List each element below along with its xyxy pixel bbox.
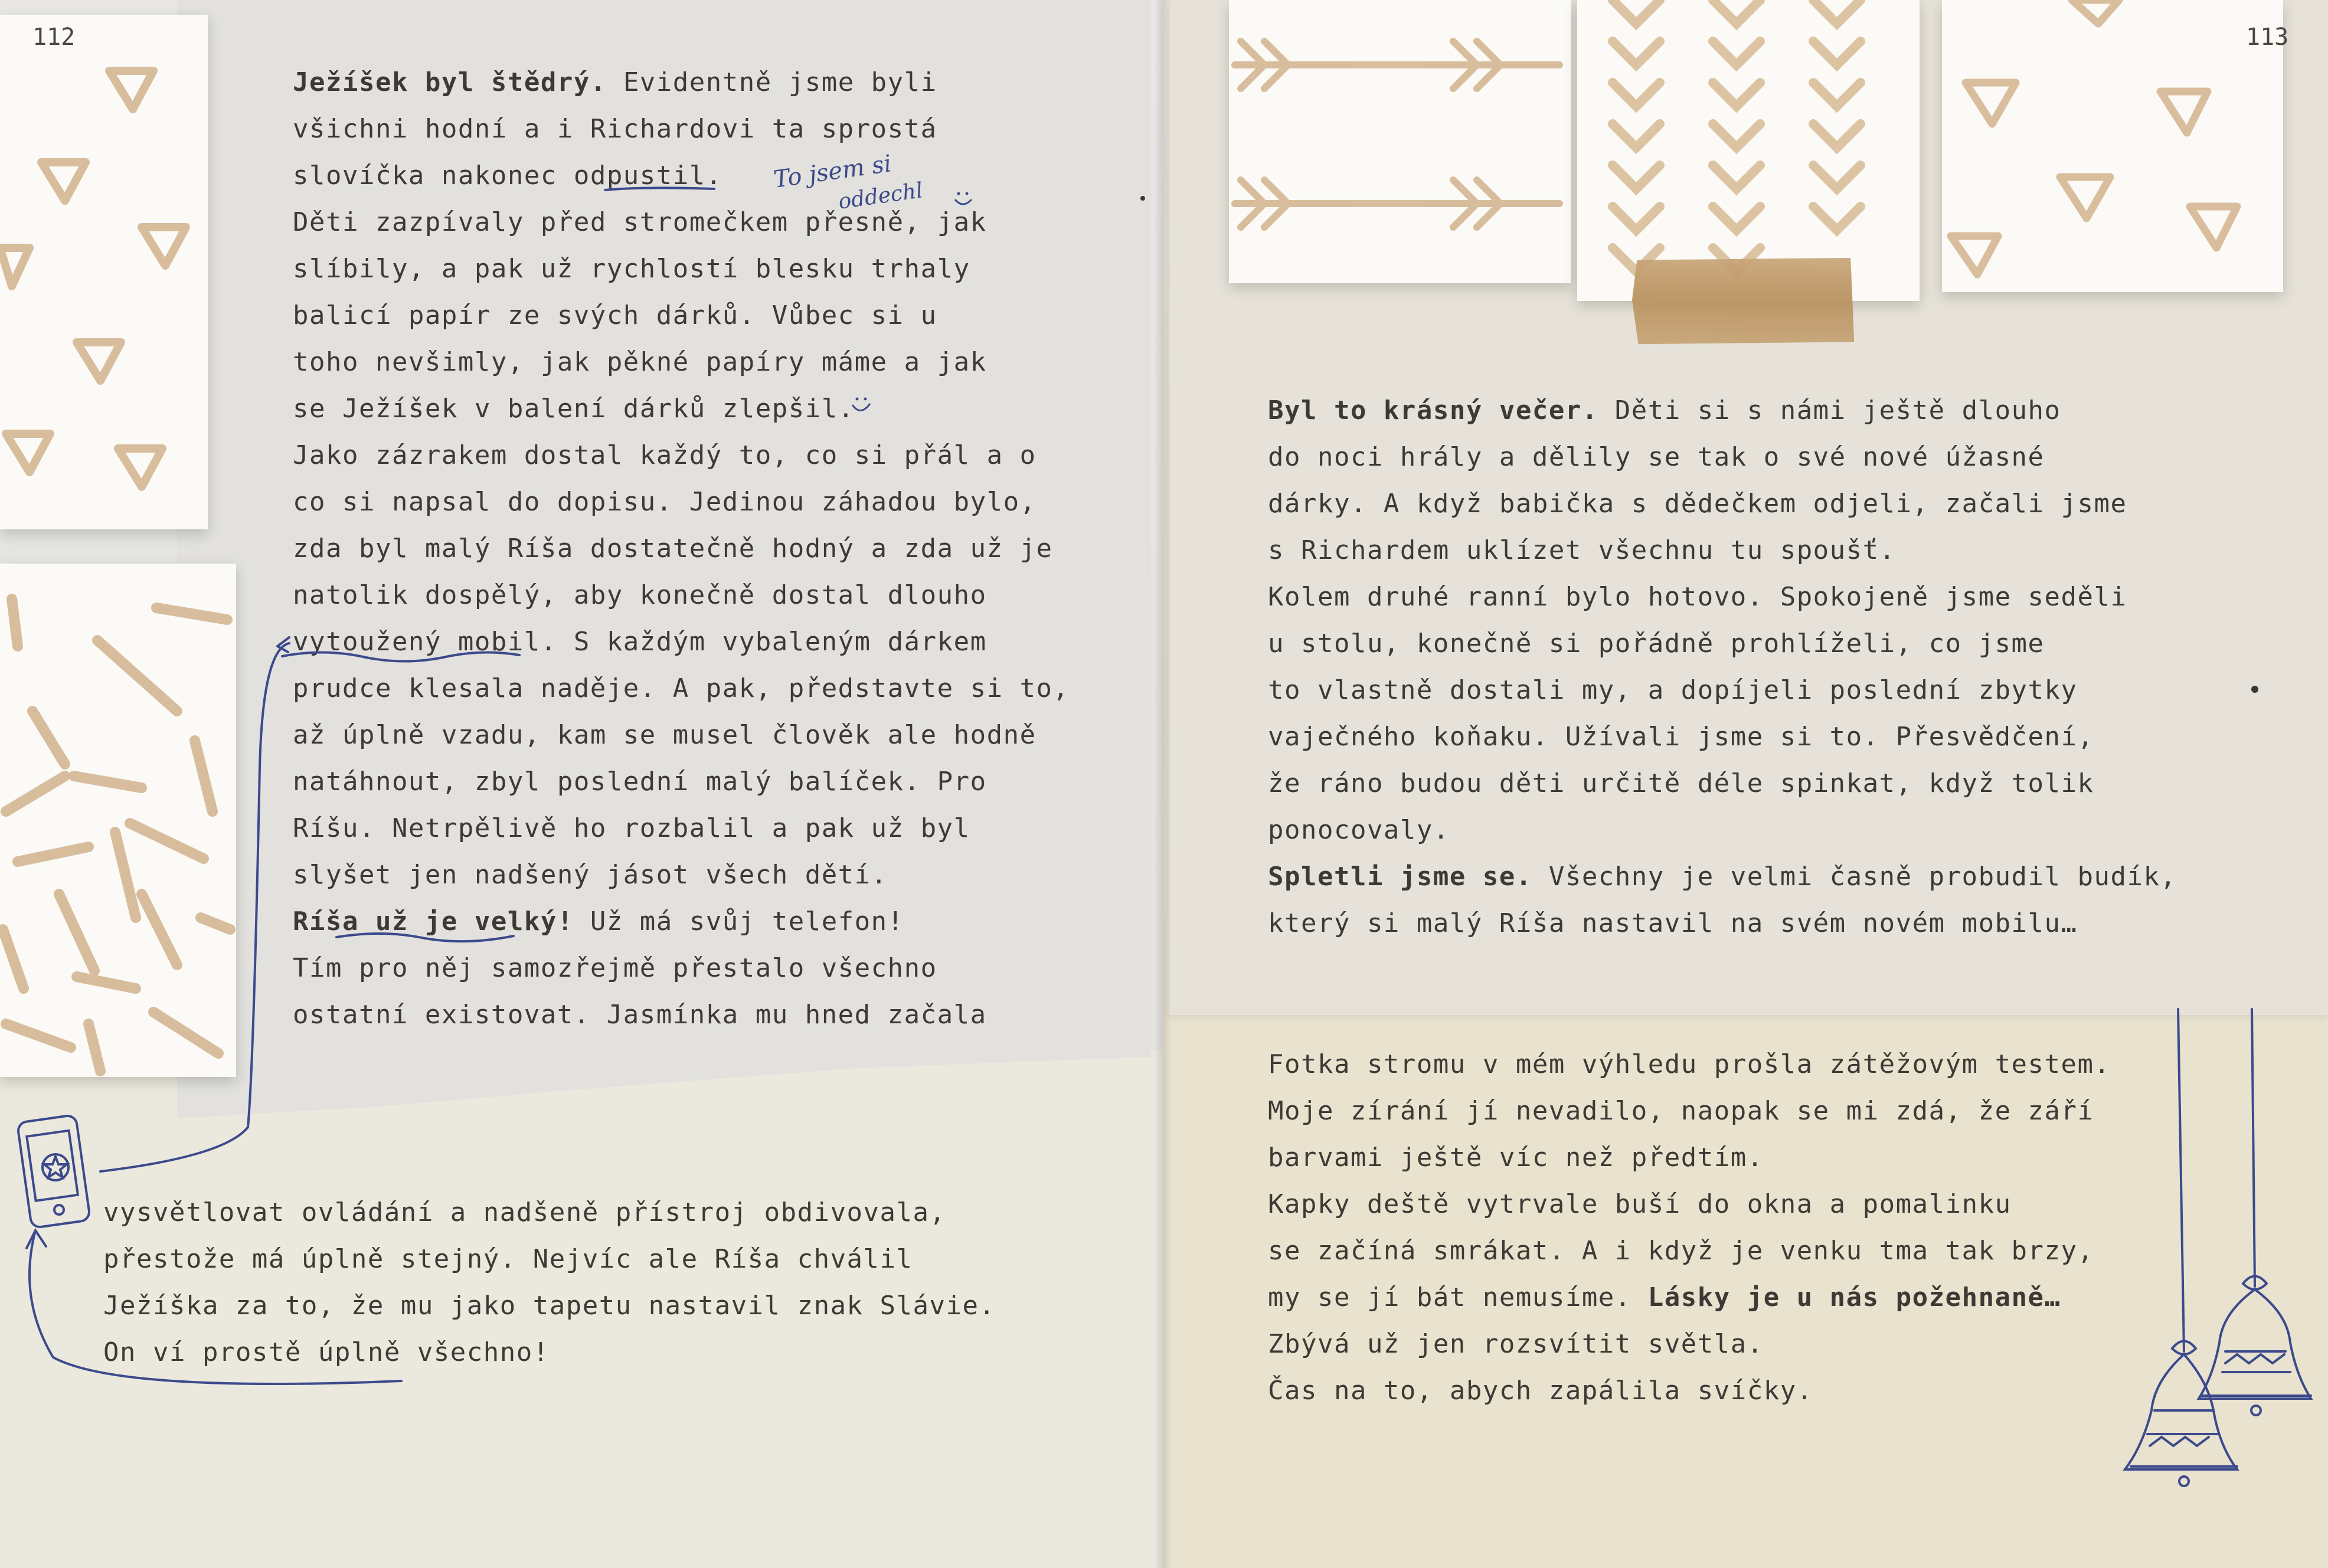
text-run: ponocovaly. xyxy=(1268,815,1450,845)
text-run: vytoužený mobil. S každým vybaleným dárkem xyxy=(293,627,987,657)
text-run: Děti si s námi ještě dlouho xyxy=(1598,395,2061,425)
text-run: Zbývá už jen rozsvítit světla. xyxy=(1268,1329,1764,1359)
text-run: Děti zazpívaly před stromečkem přesně, jak xyxy=(293,207,987,237)
text-run: Ríšu. Netrpělivě ho rozbalil a pak už byl xyxy=(293,813,970,843)
text-run: On ví prostě úplně všechno! xyxy=(103,1337,550,1367)
phone-doodle-icon xyxy=(21,1115,92,1233)
bold-text-run: Lásky je u nás požehnaně… xyxy=(1647,1282,2061,1312)
paper-speck xyxy=(1139,195,1146,202)
bold-text-run: Ríša už je velký! xyxy=(293,906,574,937)
text-run: který si malý Ríša nastavil na svém novém mobilu… xyxy=(1268,908,2078,938)
bold-text-run: Byl to krásný večer. xyxy=(1268,395,1598,425)
christmas-bells-icon xyxy=(2119,997,2320,1517)
text-run: natolik dospělý, aby konečně dostal dlouho xyxy=(293,580,987,610)
text-run: že ráno budou děti určitě déle spinkat, když tolik xyxy=(1268,768,2094,798)
text-run: Kolem druhé ranní bylo hotovo. Spokojeně jsme seděli xyxy=(1268,582,2127,612)
text-run: vaječného koňaku. Užívali jsme si to. Přesvědčení, xyxy=(1268,722,2094,752)
paper-speck xyxy=(2250,685,2262,696)
text-run: slyšet jen nadšený jásot všech dětí. xyxy=(293,860,888,890)
text-run: slovíčka nakonec odpustil. xyxy=(293,161,722,191)
text-run: všichni hodní a i Richardovi ta sprostá xyxy=(293,114,937,144)
text-run: ostatní existovat. Jasmínka mu hned začala xyxy=(293,1000,987,1030)
text-run: natáhnout, zbyl poslední malý balíček. Pro xyxy=(293,767,987,797)
text-run: Fotka stromu v mém výhledu prošla zátěžovým testem. xyxy=(1268,1049,2111,1079)
text-run: Kapky deště vytrvale buší do okna a pomalinku xyxy=(1268,1189,2012,1219)
bold-text-run: Ježíšek byl štědrý. xyxy=(293,67,607,97)
text-run: Všechny je velmi časně probudil budík, xyxy=(1532,862,2177,892)
right-page-number: 113 xyxy=(2246,24,2289,51)
text-run: zda byl malý Ríša dostatečně hodný a zda už je xyxy=(293,533,1053,564)
text-run: s Richardem uklízet všechnu tu spoušť. xyxy=(1268,535,1896,565)
text-run: Čas na to, abych zapálila svíčky. xyxy=(1268,1376,1813,1406)
text-run: slíbily, a pak už rychlostí blesku trhaly xyxy=(293,254,970,284)
text-run: Moje zírání jí nevadilo, naopak se mi zdá, že září xyxy=(1268,1096,2094,1126)
text-run: až úplně vzadu, kam se musel člověk ale hodně xyxy=(293,720,1037,750)
text-run: prudce klesala naděje. A pak, představte si to, xyxy=(293,673,1070,703)
text-run: Evidentně jsme byli xyxy=(606,67,937,97)
left-page-number: 112 xyxy=(32,24,76,51)
text-run: u stolu, konečně si pořádně prohlíželi, co jsme xyxy=(1268,628,2045,659)
text-run: se Ježíšek v balení dárků zlepšil. xyxy=(293,394,855,424)
text-run: balicí papír ze svých dárků. Vůbec si u xyxy=(293,300,937,330)
text-run: přestože má úplně stejný. Nejvíc ale Ríša chválil xyxy=(103,1244,913,1274)
text-run: toho nevšimly, jak pěkné papíry máme a jak xyxy=(293,347,987,377)
text-run: se začíná smrákat. A i když je venku tma tak brzy, xyxy=(1268,1236,2094,1266)
bold-text-run: Spletli jsme se. xyxy=(1268,862,1532,892)
text-run: my se jí bát nemusíme. xyxy=(1268,1282,1648,1312)
handwritten-note-line1: To jsem si xyxy=(771,150,894,194)
text-run: Tím pro něj samozřejmě přestalo všechno xyxy=(293,953,937,983)
text-run: dárky. A když babička s dědečkem odjeli, začali jsme xyxy=(1268,489,2127,519)
text-run: Ježíška za to, že mu jako tapetu nastavil znak Slávie. xyxy=(103,1291,996,1321)
text-run: barvami ještě víc než předtím. xyxy=(1268,1143,1764,1173)
text-run: co si napsal do dopisu. Jedinou záhadou bylo, xyxy=(293,487,1037,517)
handwritten-note-line2: oddechl xyxy=(836,178,925,214)
text-run: do noci hrály a dělily se tak o své nové úžasné xyxy=(1268,442,2045,472)
text-run: Už má svůj telefon! xyxy=(573,906,904,937)
text-run: vysvětlovat ovládání a nadšeně přístroj obdivovala, xyxy=(103,1197,946,1227)
text-run: to vlastně dostali my, a dopíjeli poslední zbytky xyxy=(1268,675,2078,705)
text-run: Jako zázrakem dostal každý to, co si přál a o xyxy=(293,440,1037,470)
